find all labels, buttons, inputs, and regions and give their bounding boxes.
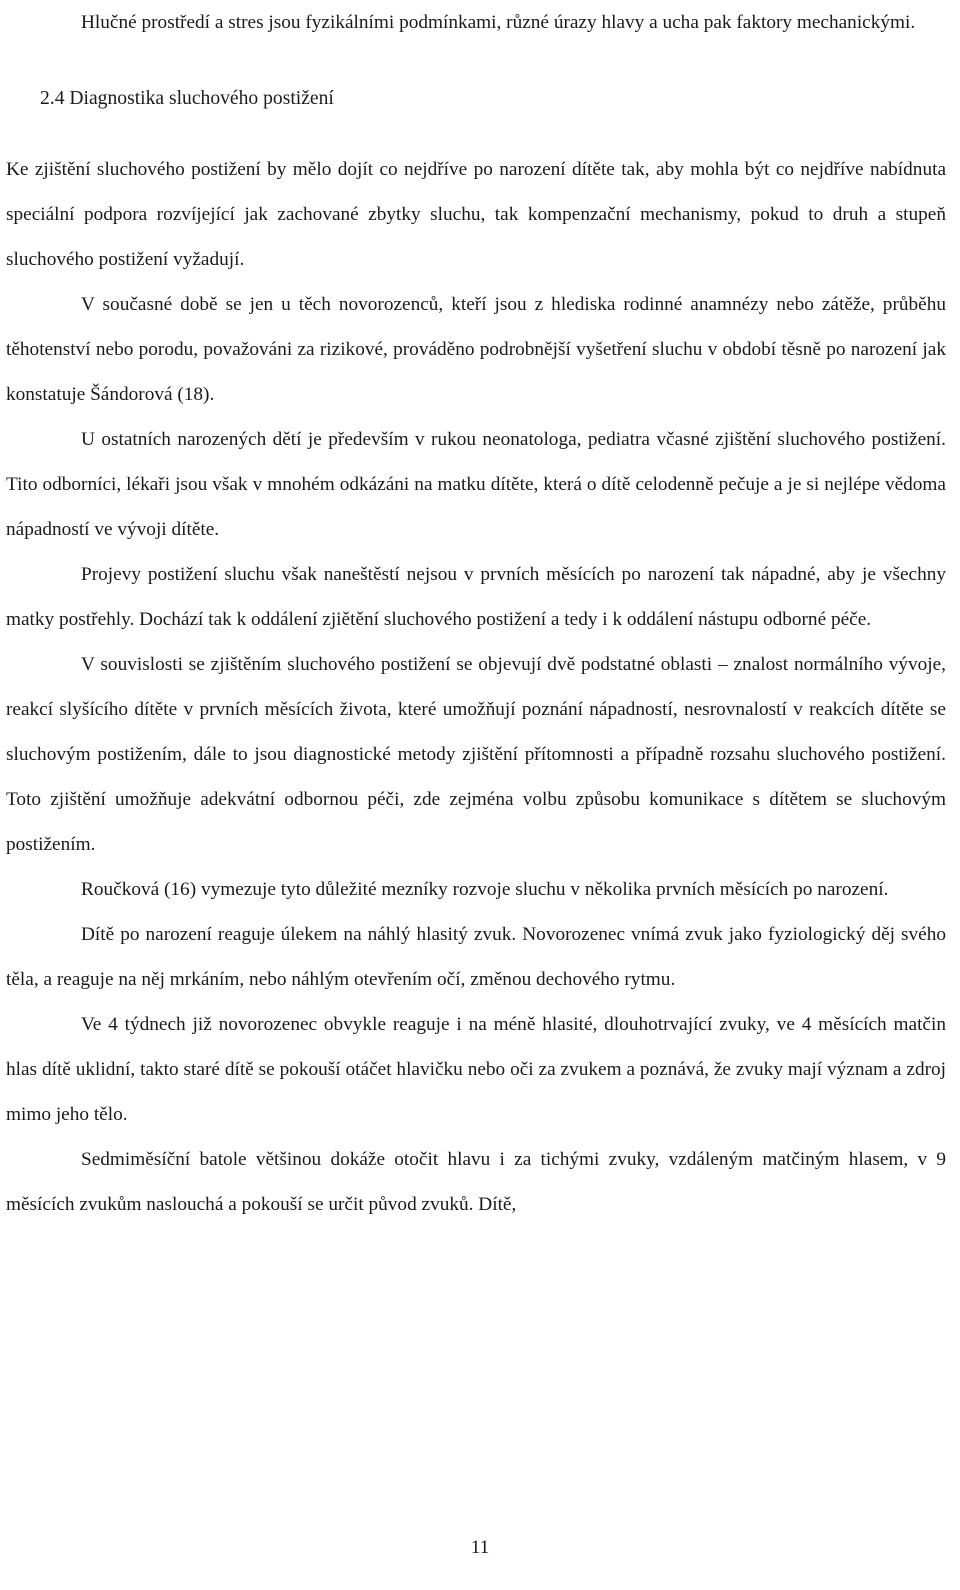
paragraph-5: V souvislosti se zjištěním sluchového postižení se objevují dvě podstatné oblasti – znalost normálního vývoje, reakcí slyšícího dítěte v prvních měsících života, které umožňují poznání nápadností, nesrovnalostí v reakcích dítěte se sluchovým postižením, dále to jsou diagnostické metody zjištění přítomnosti a případně rozsahu sluchového postižení. Toto zjištění umožňuje adekvátní odbornou péči, zde zejména volbu způsobu komunikace s dítětem se sluchovým postižením. (6, 654, 946, 855)
paragraph-8: Ve 4 týdnech již novorozenec obvykle reaguje i na méně hlasité, dlouhotrvající zvuky, ve 4 měsících matčin hlas dítě uklidní, takto staré dítě se pokouší otáčet hlavičku nebo oči za zvukem a poznává, že zvuky mají význam a zdroj mimo jeho tělo. (6, 1014, 946, 1125)
paragraph-6: Roučková (16) vymezuje tyto důležité mezníky rozvoje sluchu v několika prvních měsících po narození. (81, 879, 889, 900)
intro-paragraph: Hlučné prostředí a stres jsou fyzikálními podmínkami, různé úrazy hlavy a ucha pak faktory mechanickými. (81, 12, 916, 33)
paragraph-7: Dítě po narození reaguje úlekem na náhlý hlasitý zvuk. Novorozenec vnímá zvuk jako fyziologický děj svého těla, a reaguje na něj mrkáním, nebo náhlým otevřením očí, změnou dechového rytmu. (6, 924, 946, 990)
paragraph-3: U ostatních narozených dětí je především v rukou neonatologa, pediatra včasné zjištění sluchového postižení. Tito odborníci, lékaři jsou však v mnohém odkázáni na matku dítěte, která o dítě celodenně pečuje a je si nejlépe vědoma nápadností ve vývoji dítěte. (6, 429, 946, 540)
document-page (6, 0, 946, 1227)
page-number: 11 (470, 1537, 490, 1558)
section-heading: 2.4 Diagnostika sluchového postižení (40, 88, 334, 109)
paragraph-9: Sedmiměsíční batole většinou dokáže otočit hlavu i za tichými zvuky, vzdáleným matčiným hlasem, v 9 měsících zvukům naslouchá a pokouší se určit původ zvuků. Dítě, (6, 1149, 946, 1215)
paragraph-1: Ke zjištění sluchového postižení by mělo dojít co nejdříve po narození dítěte tak, aby mohla být co nejdříve nabídnuta speciální podpora rozvíjející jak zachované zbytky sluchu, tak kompenzační mechanismy, pokud to druh a stupeň sluchového postižení vyžadují. (6, 159, 946, 270)
paragraph-2: V současné době se jen u těch novorozenců, kteří jsou z hlediska rodinné anamnézy nebo zátěže, průběhu těhotenství nebo porodu, považováni za rizikové, prováděno podrobnější vyšetření sluchu v období těsně po narození jak konstatuje Šándorová (18). (6, 294, 946, 405)
paragraph-4: Projevy postižení sluchu však naneštěstí nejsou v prvních měsících po narození tak nápadné, aby je všechny matky postřehly. Dochází tak k oddálení zjiětění sluchového postižení a tedy i k oddálení nástupu odborné péče. (6, 564, 946, 630)
